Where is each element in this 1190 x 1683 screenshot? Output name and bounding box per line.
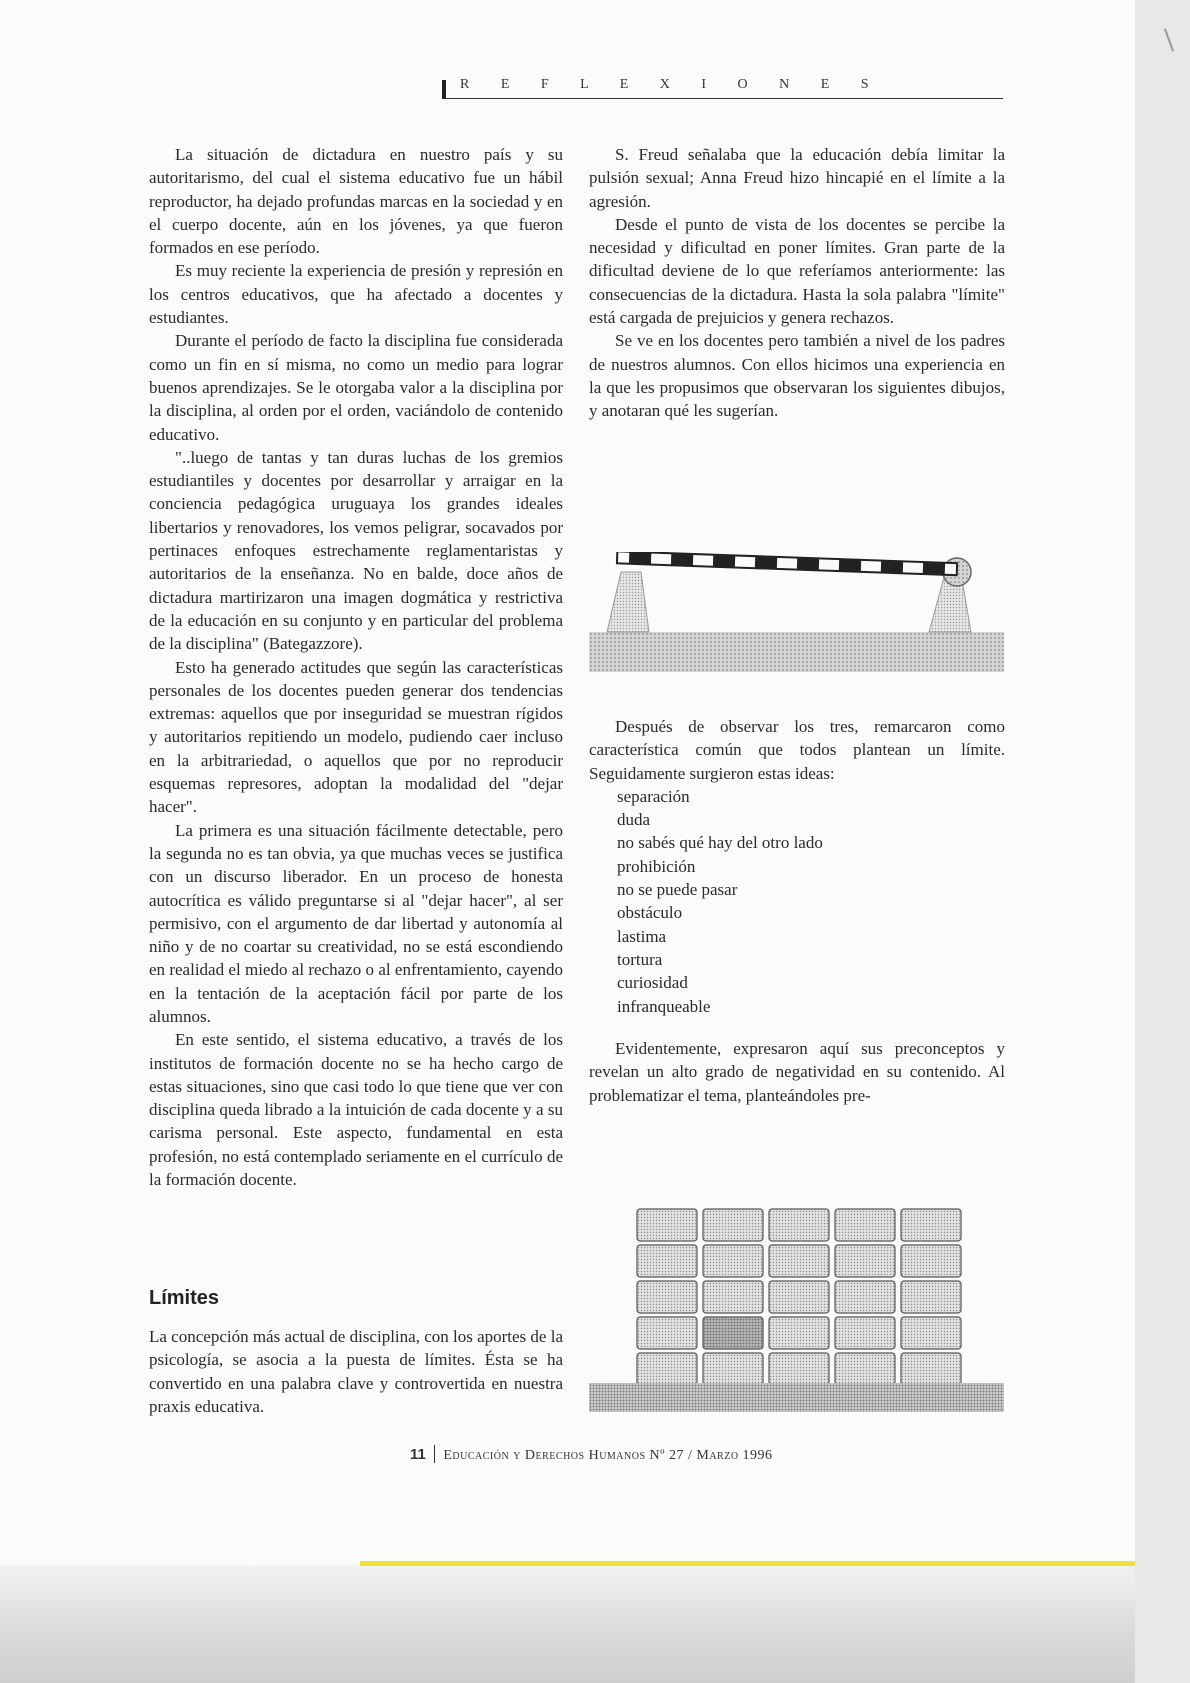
right-column-bottom <box>589 1037 1005 1107</box>
quote-paragraph: "..luego de tantas y tan duras luchas de los gremios estudiantiles y docentes por desarrollar y arraigar en la conciencia pedagógica uruguaya los grandes ideales libertarios y renovadores, los vemos peligrar, socavados por pertinaces enfoques estrechamente reglamentaristas y autoritarios de la enseñanza. No en balde, doce años de dictadura martirizaron una imagen dogmática y restrictiva de la educación en su conjunto y en particular del problema de la disciplina" (Bategazzore). <box>149 447 563 654</box>
paragraph: S. Freud señalaba que la educación debía limitar la pulsión sexual; Anna Freud hizo hincapié en el límite a la agresión. <box>589 145 1005 211</box>
brick-wall-illustration <box>589 1201 1004 1412</box>
ideas-list <box>589 785 1005 1018</box>
paragraph: Desde el punto de vista de los docentes se percibe la necesidad y dificultad en poner límites. Gran parte de la dificultad deviene de lo que referíamos anteriormente: las consecuencias de la dictadura. Hasta la sola palabra "límite" está cargada de prejuicios y genera rechazos. <box>589 214 1005 328</box>
limits-paragraph-block <box>149 1325 563 1418</box>
section-title: R E F L E X I O N E S <box>460 77 883 92</box>
wall-ground <box>589 1383 1004 1412</box>
footer-separator <box>434 1445 436 1463</box>
paragraph: La situación de dictadura en nuestro país y su autoritarismo, del cual el sistema educativo fue un hábil reproductor, ha dejado profundas marcas en la sociedad y en el cuerpo docente, aún en los jóvenes, ya que fueron formados en ese período. <box>149 145 563 258</box>
list-item: prohibición <box>617 856 696 876</box>
left-column <box>149 143 563 1191</box>
paragraph: Esto ha generado actitudes que según las características personales de los docentes pueden generar dos tendencias extremas: aquellos que por inseguridad se muestran rígidos y autoritarios repitiendo un modelo, pudiendo caer incluso en la arbitrariedad, o aquellos que por no reproducir esquemas represores, adoptan la modalidad del "dejar hacer". <box>149 657 563 817</box>
page-number: 11 <box>410 1446 426 1463</box>
paragraph: En este sentido, el sistema educativo, a través de los institutos de formación docente no se ha hecho cargo de estas situaciones, sino que casi todo lo que tiene que ver con disciplina queda librado a la intuición de cada docente y a su carisma personal. Este aspecto, fundamental en esta profesión, no está contemplado seriamente en el currículo de la formación docente. <box>149 1030 563 1190</box>
list-item: no se puede pasar <box>617 880 738 900</box>
brick-rows <box>637 1209 961 1385</box>
paragraph: Evidentemente, expresaron aquí sus preconceptos y revelan un alto grado de negatividad en su contenido. Al problematizar el tema, planteándoles pre- <box>589 1039 1005 1105</box>
right-column-middle <box>589 715 1005 1018</box>
header-bar <box>442 80 446 99</box>
page-header <box>442 74 1003 99</box>
scan-margin <box>1135 0 1190 1683</box>
list-item: curiosidad <box>617 973 688 993</box>
ground-shape <box>589 632 1004 672</box>
list-item: no sabés qué hay del otro lado <box>617 833 823 853</box>
left-post <box>607 572 649 632</box>
paragraph: La concepción más actual de disciplina, con los aportes de la psicología, se asocia a la puesta de límites. Ésta se ha convertido en una palabra clave y controvertida en nuestra praxis educativa. <box>149 1327 563 1416</box>
list-item: infranqueable <box>617 996 711 1016</box>
list-item: lastima <box>617 926 667 946</box>
paragraph: La primera es una situación fácilmente detectable, pero la segunda no es tan obvia, ya que muchas veces se justifica con un discurso liberador. En un proceso de honesta autocrítica es válido preguntarse si al "dejar hacer", al ser permisivo, con el argumento de dar libertad y autonomía al niño y de no coartar su creatividad, no se está escondiendo en realidad el miedo al rechazo o al enfrentamiento, cayendo en la tentación de la aceptación fácil por parte de los alumnos. <box>149 820 563 1026</box>
publication-info: Educación y Derechos Humanos Nº 27 / Marzo 1996 <box>443 1448 773 1463</box>
barrier-arm <box>617 552 957 575</box>
paragraph: Durante el período de facto la disciplina fue considerada como un fin en sí misma, no como un medio para lograr buenos aprendizajes. Se le otorgaba valor a la disciplina por la disciplina, al orden por el orden, vaciándolo de contenido educativo. <box>149 331 563 444</box>
section-heading-limites: Límites <box>149 1287 220 1309</box>
list-item: duda <box>617 810 651 830</box>
list-item: obstáculo <box>617 903 683 923</box>
scan-bottom-edge <box>0 1565 1135 1683</box>
paragraph: Se ve en los docentes pero también a nivel de los padres de nuestros alumnos. Con ellos hicimos una experiencia en la que les propusimos que observaran los siguientes dibujos, y anotaran qué les sugerían. <box>589 331 1005 421</box>
right-column-top <box>589 143 1005 423</box>
scan-yellow-edge <box>360 1561 1135 1566</box>
paragraph: Después de observar los tres, remarcaron como característica común que todos plantean un límite. Seguidamente surgieron estas ideas: <box>589 717 1005 783</box>
page-footer <box>410 1445 773 1464</box>
paragraph: Es muy reciente la experiencia de presión y represión en los centros educativos, que ha afectado a docentes y estudiantes. <box>149 261 563 328</box>
barrier-illustration <box>589 552 1004 672</box>
list-item: separación <box>617 786 690 806</box>
list-item: tortura <box>617 949 663 969</box>
